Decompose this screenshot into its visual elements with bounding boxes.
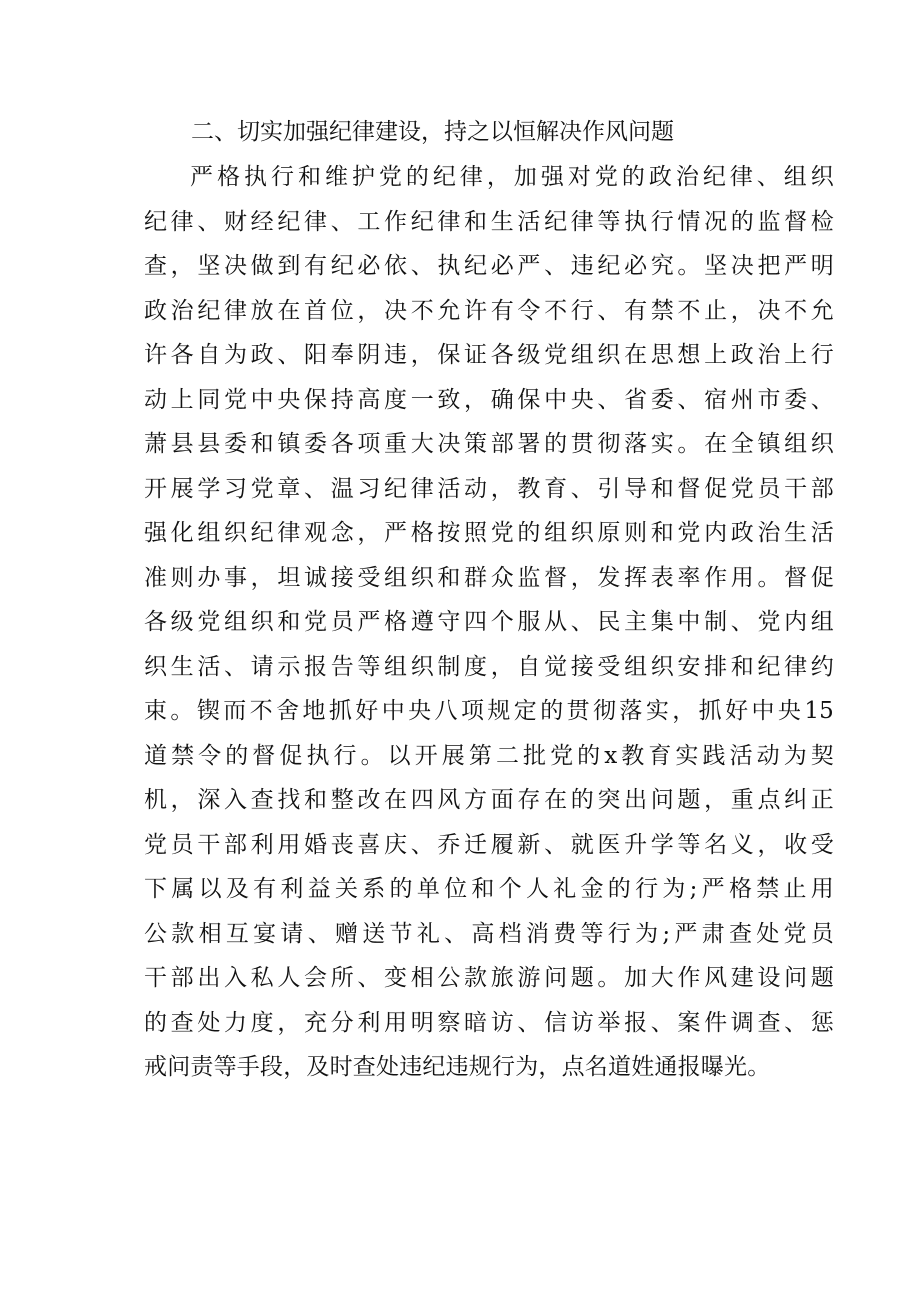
paragraph-line: 开展学习党章、温习纪律活动，教育、引导和督促党员干部 bbox=[144, 475, 834, 502]
paragraph-line: 公款相互宴请、赠送节礼、高档消费等行为;严肃查处党员 bbox=[144, 920, 834, 947]
body-paragraph bbox=[144, 155, 834, 1090]
paragraph-line: 织生活、请示报告等组织制度，自觉接受组织安排和纪律约 bbox=[144, 653, 834, 680]
paragraph-line: 准则办事，坦诚接受组织和群众监督，发挥表率作用。督促 bbox=[144, 564, 834, 591]
paragraph-line: 萧县县委和镇委各项重大决策部署的贯彻落实。在全镇组织 bbox=[144, 431, 834, 457]
paragraph-line: 查，坚决做到有纪必依、执纪必严、违纪必究。坚决把严明 bbox=[144, 253, 834, 279]
paragraph-line: 束。锲而不舍地抓好中央八项规定的贯彻落实，抓好中央15 bbox=[144, 698, 834, 724]
paragraph-line: 政治纪律放在首位，决不允许有令不行、有禁不止，决不允 bbox=[144, 297, 834, 324]
paragraph-line: 机，深入查找和整改在四风方面存在的突出问题，重点纠正 bbox=[144, 787, 834, 813]
paragraph-line: 严格执行和维护党的纪律，加强对党的政治纪律、组织 bbox=[190, 164, 834, 190]
paragraph-line: 的查处力度，充分利用明察暗访、信访举报、案件调查、惩 bbox=[144, 1009, 834, 1036]
paragraph-line: 党员干部利用婚丧喜庆、乔迁履新、就医升学等名义，收受 bbox=[144, 831, 834, 858]
paragraph-line: 下属以及有利益关系的单位和个人礼金的行为;严格禁止用 bbox=[144, 876, 834, 902]
paragraph-line: 干部出入私人会所、变相公款旅游问题。加大作风建设问题 bbox=[144, 965, 834, 991]
paragraph-line: 强化组织纪律观念，严格按照党的组织原则和党内政治生活 bbox=[144, 520, 834, 546]
paragraph-line: 动上同党中央保持高度一致，确保中央、省委、宿州市委、 bbox=[144, 386, 834, 413]
section-heading: 二、切实加强纪律建设，持之以恒解决作风问题 bbox=[191, 119, 674, 145]
paragraph-line: 许各自为政、阳奉阴违，保证各级党组织在思想上政治上行 bbox=[144, 342, 834, 368]
paragraph-line: 戒问责等手段，及时查处违纪违规行为，点名道姓通报曝光。 bbox=[144, 1054, 771, 1080]
paragraph-line: 各级党组织和党员严格遵守四个服从、民主集中制、党内组 bbox=[144, 609, 834, 635]
paragraph-line: 道禁令的督促执行。以开展第二批党的x教育实践活动为契 bbox=[144, 742, 834, 769]
paragraph-line: 纪律、财经纪律、工作纪律和生活纪律等执行情况的监督检 bbox=[144, 208, 834, 235]
